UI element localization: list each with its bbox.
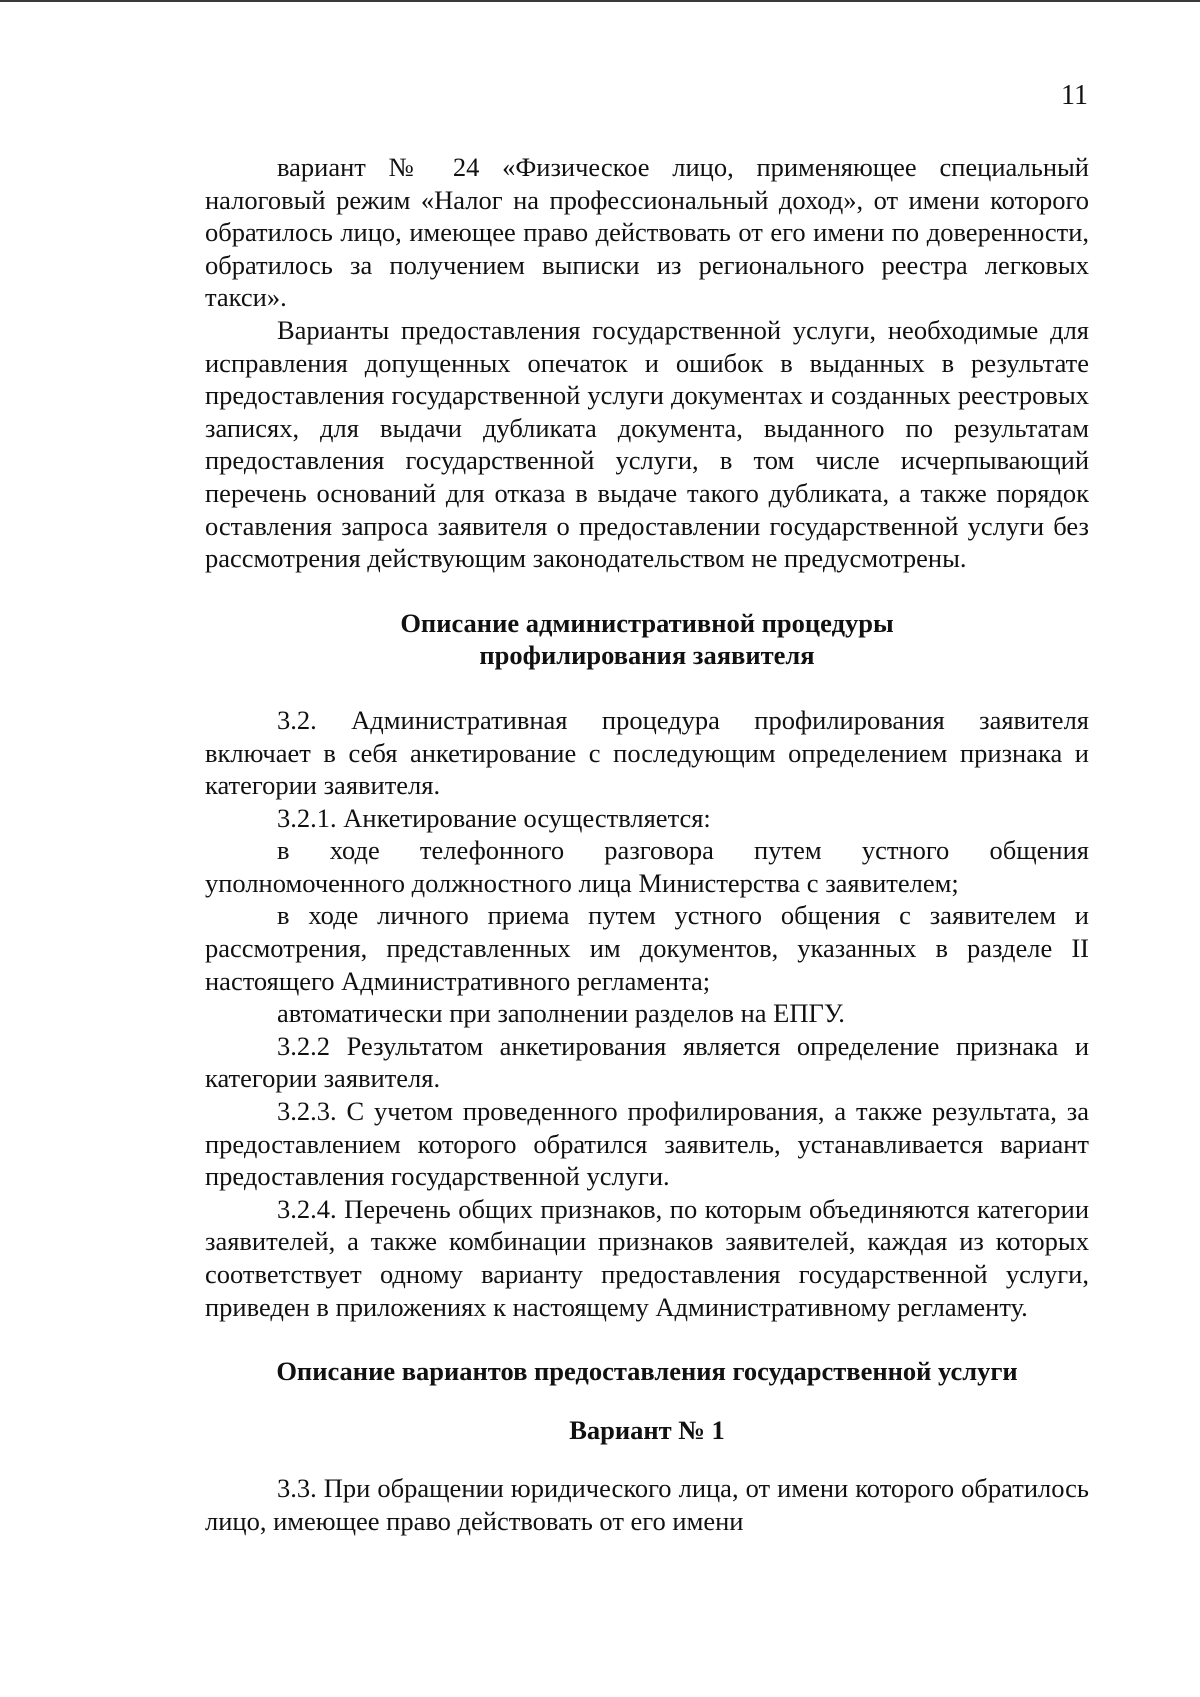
heading-variant-1: Вариант № 1 xyxy=(569,1414,725,1445)
heading-profiling-line1: Описание административной процедуры xyxy=(400,607,894,638)
document-body xyxy=(205,151,1089,1538)
paragraph-personal: в ходе личного приема путем устного общения с заявителем и рассмотрения, представленных им документов, указанных в разделе II настоящего Административного регламента; xyxy=(205,900,1089,996)
paragraph-variants-not-provided: Варианты предоставления государственной услуги, необходимые для исправления допущенных опечаток и ошибок в выданных в результате предоставления государственной услуги документах и созданных реестровых записях, для выдачи дубликата документа, выданного по результатам предоставления государственной услуги, в том числе исчерпывающий перечень оснований для отказа в выдаче такого дубликата, а также порядок оставления запроса заявителя о предоставлении государственной услуги без рассмотрения действующим законодательством не предусмотрены. xyxy=(205,314,1089,574)
heading-variants: Описание вариантов предоставления государственной услуги xyxy=(276,1356,1018,1387)
paragraph-3-2-1: 3.2.1. Анкетирование осуществляется: xyxy=(277,802,711,833)
paragraph-3-2-2: 3.2.2 Результатом анкетирования является определение признака и категории заявителя. xyxy=(205,1030,1089,1094)
paragraph-3-2-3: 3.2.3. С учетом проведенного профилирования, а также результата, за предоставлением которого обратился заявитель, устанавливается вариант предоставления государственной услуги. xyxy=(205,1096,1089,1192)
paragraph-3-3: 3.3. При обращении юридического лица, от имени которого обратилось лицо, имеющее право действовать от его имени xyxy=(205,1473,1089,1536)
page-top-edge xyxy=(0,0,1200,2)
paragraph-automatic: автоматически при заполнении разделов на ЕПГУ. xyxy=(277,998,845,1029)
paragraph-3-2: 3.2. Административная процедура профилирования заявителя включает в себя анкетирование с последующим определением признака и категории заявителя. xyxy=(205,704,1089,801)
paragraph-phone: в ходе телефонного разговора путем устного общения уполномоченного должностного лица Министерства с заявителем; xyxy=(205,835,1089,898)
paragraph-variant-24: вариант № 24 «Физическое лицо, применяющее специальный налоговый режим «Налог на профессиональный доход», от имени которого обратилось лицо, имеющее право действовать от его имени по доверенности, обратилось за получением выписки из регионального реестра легковых такси». xyxy=(205,152,1089,313)
page-number: 11 xyxy=(1061,80,1088,111)
paragraph-3-2-4: 3.2.4. Перечень общих признаков, по которым объединяются категории заявителей, а также комбинации признаков заявителей, каждая из которых соответствует одному варианту предоставления государственной услуги, приведен в приложениях к настоящему Административному регламенту. xyxy=(205,1193,1089,1322)
heading-profiling-line2: профилирования заявителя xyxy=(479,640,815,671)
